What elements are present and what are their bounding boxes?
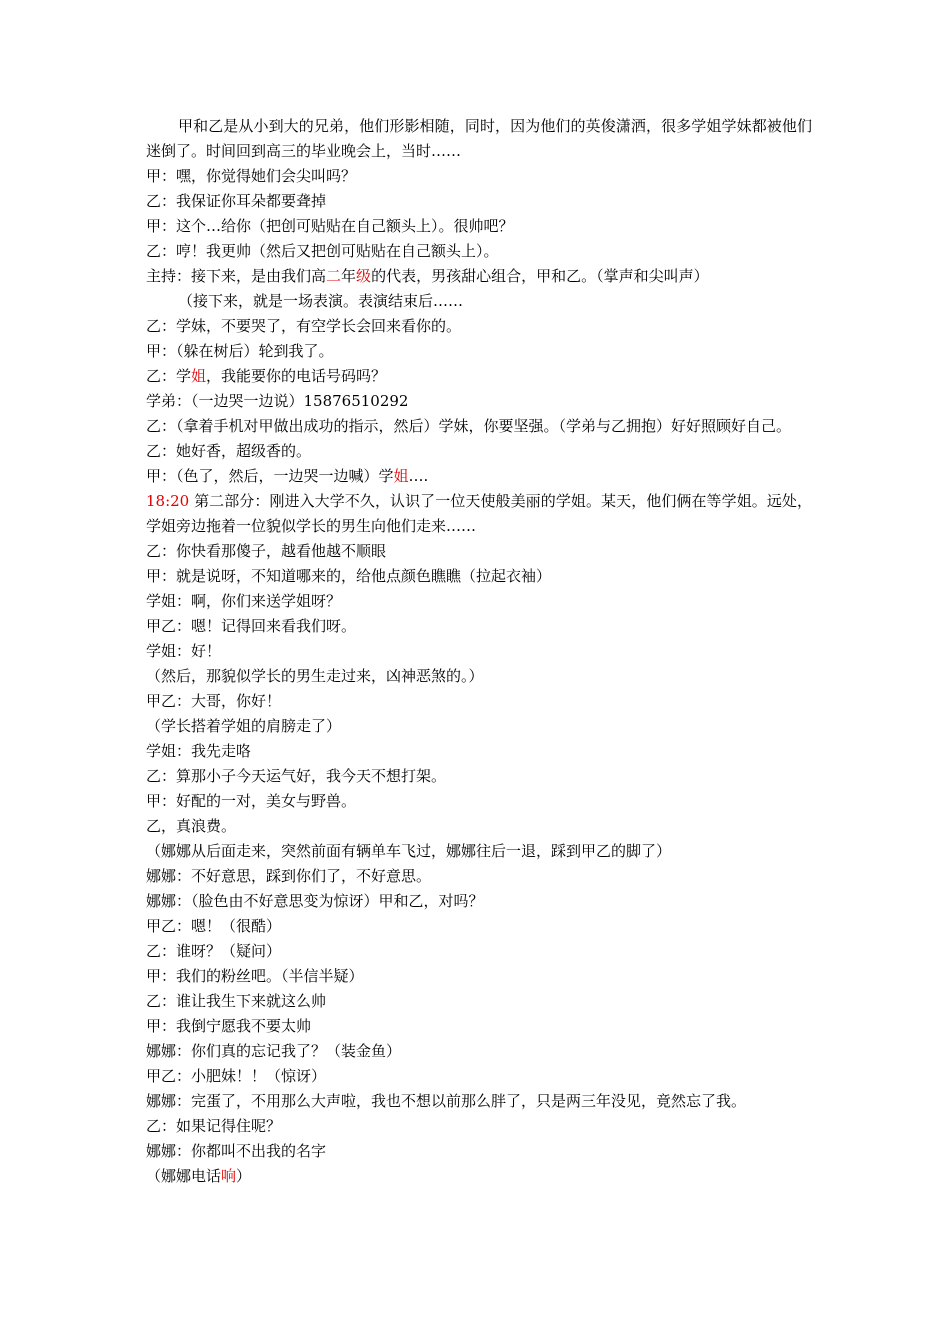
intro-paragraph: 甲和乙是从小到大的兄弟，他们形影相随，同时，因为他们的英俊潇洒，很多学姐学妹都被他们迷倒了。时间回到高三的毕业晚会上，当时…… [146,117,812,160]
highlighted-text: 二 [326,267,342,285]
stage-direction [146,1164,812,1189]
dialogue-line [146,364,812,389]
text-segment: 年 [341,267,357,285]
highlighted-text: 姐 [393,467,409,485]
dialogue-line: 乙，真浪费。 [146,817,237,835]
dialogue-line [146,464,812,489]
dialogue-line: 甲：嘿，你觉得她们会尖叫吗？ [146,167,357,185]
stage-direction: （接下来，就是一场表演。表演结束后…… [178,292,464,310]
text-segment: 第二部分：刚进入大学不久，认识了一位天使般美丽的学姐。某天，他们俩在等学姐。远处，学姐旁边拖着一位貌似学长的男生向他们走来…… [146,492,812,535]
dialogue-line: 甲乙：小肥妹！！（惊讶） [146,1067,327,1085]
dialogue-line: 乙：如果记得住呢？ [146,1117,282,1135]
dialogue-line: 乙：她好香，超级香的。 [146,442,312,460]
dialogue-line: 乙：哼！我更帅（然后又把创可贴贴在自己额头上）。 [146,242,499,260]
dialogue-line: 乙：（拿着手机对甲做出成功的指示，然后）学妹，你要坚强。（学弟与乙拥抱）好好照顾好自己。 [146,417,792,435]
dialogue-line: 甲乙：嗯！（很酷） [146,917,282,935]
dialogue-line: 学姐：好！ [146,642,222,660]
dialogue-line: 学姐：啊，你们来送学姐呀？ [146,592,342,610]
text-segment: ） [236,1167,252,1185]
text-segment: ，我能要你的电话号码吗？ [206,367,387,385]
dialogue-line: 乙：你快看那傻子，越看他越不顺眼 [146,542,387,560]
dialogue-line: 娜娜：你们真的忘记我了？（装金鱼） [146,1042,402,1060]
text-segment: （娜娜电话 [146,1167,222,1185]
text-segment: 乙：学 [146,367,192,385]
dialogue-line: 娜娜：（脸色由不好意思变为惊讶）甲和乙，对吗？ [146,892,484,910]
stage-direction: （然后，那貌似学长的男生走过来，凶神恶煞的。） [146,667,484,685]
dialogue-line: 乙：学妹，不要哭了，有空学长会回来看你的。 [146,317,462,335]
dialogue-line: 娜娜：完蛋了，不用那么大声啦，我也不想以前那么胖了，只是两三年没见，竟然忘了我。 [146,1092,747,1110]
dialogue-line: 甲乙：嗯！记得回来看我们呀。 [146,617,357,635]
dialogue-line: 学弟：（一边哭一边说）15876510292 [146,392,409,410]
dialogue-line: 甲：我们的粉丝吧。（半信半疑） [146,967,364,985]
dialogue-line: 甲：我倒宁愿我不要太帅 [146,1017,312,1035]
dialogue-line: 乙：谁呀？（疑问） [146,942,282,960]
dialogue-line: 甲乙：大哥，你好！ [146,692,282,710]
text-segment: 主持：接下来，是由我们高 [146,267,327,285]
text-segment: …. [408,467,429,485]
dialogue-line: 甲：好配的一对，美女与野兽。 [146,792,357,810]
stage-direction: （娜娜从后面走来，突然前面有辆单车飞过，娜娜往后一退，踩到甲乙的脚了） [146,842,672,860]
script-document [146,114,812,1189]
text-segment: 的代表，男孩甜心组合，甲和乙。（掌声和尖叫声） [371,267,709,285]
dialogue-line: 乙：我保证你耳朵都要聋掉 [146,192,327,210]
highlighted-text: 姐 [191,367,207,385]
dialogue-line: 乙：算那小子今天运气好，我今天不想打架。 [146,767,447,785]
dialogue-line: 乙：谁让我生下来就这么帅 [146,992,327,1010]
highlighted-text: 级 [356,267,372,285]
dialogue-line [146,264,812,289]
dialogue-line: 甲：这个…给你（把创可贴贴在自己额头上）。很帅吧？ [146,217,514,235]
dialogue-line: 甲：就是说呀，不知道哪来的，给他点颜色瞧瞧（拉起衣袖） [146,567,552,585]
dialogue-line: 娜娜：你都叫不出我的名字 [146,1142,327,1160]
stage-direction: （学长搭着学姐的肩膀走了） [146,717,342,735]
highlighted-text: 响 [221,1167,237,1185]
dialogue-line: 学姐：我先走咯 [146,742,252,760]
timestamp: 18:20 [146,492,190,510]
dialogue-line: 娜娜：不好意思，踩到你们了，不好意思。 [146,867,432,885]
section-paragraph [146,489,812,539]
text-segment: 甲：（色了，然后，一边哭一边喊）学 [146,467,394,485]
dialogue-line: 甲：（躲在树后）轮到我了。 [146,342,334,360]
